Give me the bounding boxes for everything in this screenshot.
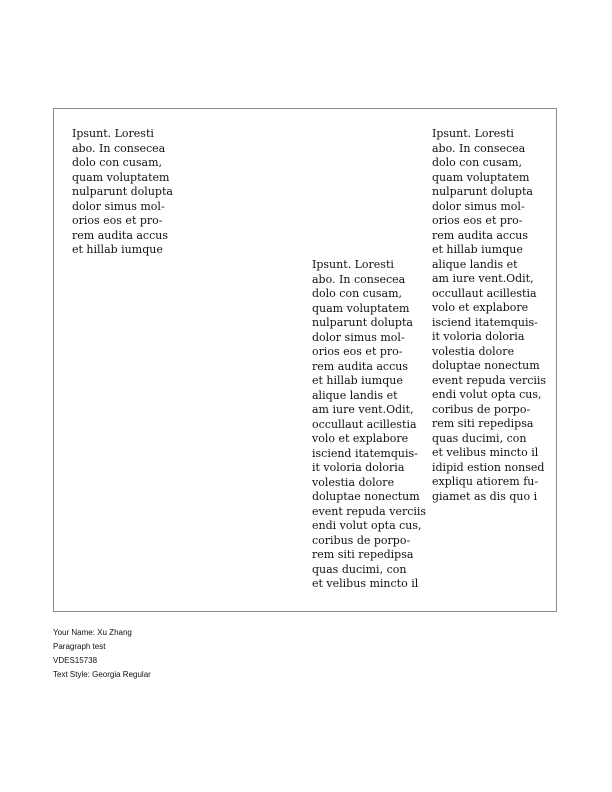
paragraph-line: abo. In consecea <box>432 141 526 155</box>
paragraph-line: dolor simus mol- <box>432 199 525 213</box>
footer-info <box>53 626 151 682</box>
paragraph-line: rem audita accus <box>312 359 408 373</box>
paragraph-line: am iure vent.Odit, <box>312 403 414 416</box>
paragraph-line: doluptae nonectum <box>312 490 420 503</box>
paragraph-line: giamet as dis quo i <box>432 489 538 503</box>
paragraph-line: alique landis et <box>432 257 518 271</box>
paragraph-line: endi volut opta cus, <box>432 388 542 401</box>
paragraph-line: nulparunt dolupta <box>72 185 173 198</box>
text-style-label: Text Style: Georgia Regular <box>53 670 151 679</box>
author-name: Your Name: Xu Zhang <box>53 628 132 637</box>
paragraph-line: dolo con cusam, <box>432 156 523 169</box>
paragraph-line: doluptae nonectum <box>432 359 540 372</box>
paragraph-line: quas ducimi, con <box>432 431 527 445</box>
paragraph-line: volestia dolore <box>432 344 515 358</box>
paragraph-line: event repuda verciis <box>432 373 547 387</box>
paragraph-line: volo et explabore <box>432 301 529 314</box>
paragraph-line: dolo con cusam, <box>72 156 163 169</box>
paragraph-line: dolo con cusam, <box>312 287 403 300</box>
paragraph-line: quas ducimi, con <box>312 562 407 576</box>
paragraph-line: isciend itatemquis- <box>312 446 418 460</box>
paragraph-line: abo. In consecea <box>72 141 166 155</box>
paragraph-line: Ipsunt. Loresti <box>72 127 154 140</box>
paragraph-line: quam voluptatem <box>312 301 410 315</box>
paragraph-line: it voloria doloria <box>312 461 405 474</box>
paragraph-line: rem siti repedipsa <box>312 548 414 561</box>
paragraph-line: isciend itatemquis- <box>432 315 538 329</box>
paragraph-line: coribus de porpo- <box>312 533 411 547</box>
paragraph-line: Ipsunt. Loresti <box>432 127 514 140</box>
paragraph-line: rem audita accus <box>432 228 528 242</box>
paragraph-line: rem audita accus <box>72 228 168 242</box>
text-column-1 <box>72 127 173 258</box>
paragraph-line: endi volut opta cus, <box>312 519 422 532</box>
paragraph-line: volo et explabore <box>312 432 409 445</box>
paragraph-line: coribus de porpo- <box>432 402 531 416</box>
paragraph-line: quam voluptatem <box>432 170 530 184</box>
paragraph-line: abo. In consecea <box>312 272 406 286</box>
paragraph-line: occullaut acillestia <box>432 286 537 300</box>
paragraph-line: Ipsunt. Loresti <box>312 258 394 271</box>
paragraph-line: rem siti repedipsa <box>432 417 534 430</box>
text-column-3 <box>432 127 546 504</box>
paragraph-line: orios eos et pro- <box>72 214 163 227</box>
paragraph-line: et hillab iumque <box>312 374 403 387</box>
paragraph-line: et hillab iumque <box>72 243 163 256</box>
assignment-title: Paragraph test <box>53 642 106 651</box>
paragraph-line: et velibus mincto il <box>432 446 539 459</box>
paragraph-line: et velibus mincto il <box>312 577 419 590</box>
text-column-2 <box>312 258 426 592</box>
paragraph-line: orios eos et pro- <box>432 214 523 227</box>
paragraph-line: expliqu atiorem fu- <box>432 475 539 488</box>
paragraph-line: dolor simus mol- <box>312 330 405 344</box>
paragraph-line: nulparunt dolupta <box>312 316 413 329</box>
paragraph-line: volestia dolore <box>312 475 395 489</box>
paragraph-line: quam voluptatem <box>72 170 170 184</box>
paragraph-line: alique landis et <box>312 388 398 402</box>
paragraph-line: occullaut acillestia <box>312 417 417 431</box>
paragraph-line: idipid estion nonsed <box>432 460 545 474</box>
paragraph-line: orios eos et pro- <box>312 345 403 358</box>
paragraph-line: am iure vent.Odit, <box>432 272 534 285</box>
course-code: VDES15738 <box>53 656 98 665</box>
paragraph-line: dolor simus mol- <box>72 199 165 213</box>
paragraph-line: it voloria doloria <box>432 330 525 343</box>
paragraph-line: nulparunt dolupta <box>432 185 533 198</box>
paragraph-line: et hillab iumque <box>432 243 523 256</box>
paragraph-line: event repuda verciis <box>312 504 427 518</box>
